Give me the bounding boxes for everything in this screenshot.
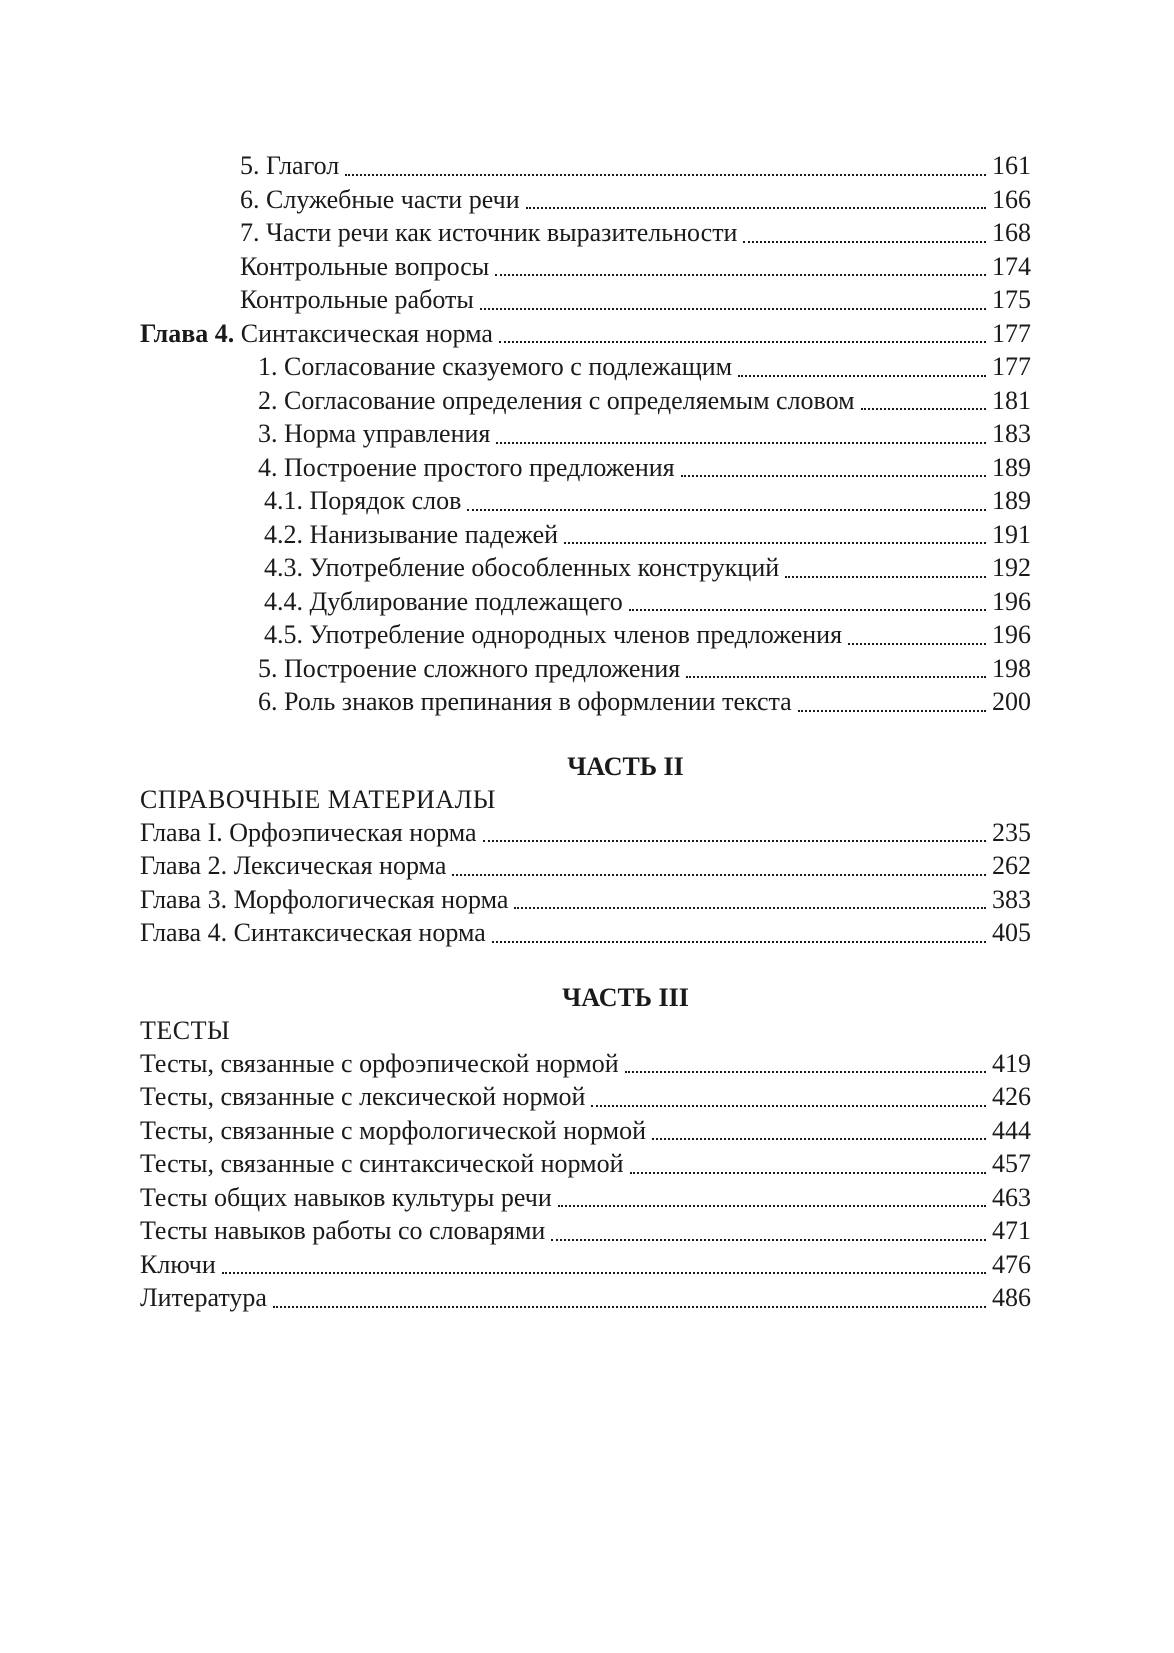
toc-entry-title: 4.4. Дублирование подлежащего: [264, 586, 623, 616]
toc-group-top: [140, 149, 1031, 317]
toc-entry-page: 168: [992, 218, 1031, 247]
toc-entry: [140, 1281, 1031, 1315]
toc-entry-page: 198: [992, 653, 1031, 683]
toc-entry-page: 262: [992, 851, 1031, 880]
toc-entry: [140, 1181, 1031, 1215]
dot-leader: [652, 1114, 986, 1148]
toc-entry-title: Ключи: [140, 1249, 216, 1279]
toc-entry-page: 383: [992, 884, 1031, 914]
toc-entry: [140, 283, 1031, 317]
toc-entry-title: Тесты, связанные с орфоэпической нормой: [140, 1048, 619, 1078]
toc-entry: [140, 816, 1031, 850]
toc-entry: [140, 1214, 1031, 1248]
toc-entry-page: 196: [992, 620, 1031, 649]
toc-entry: [140, 1047, 1031, 1081]
dot-leader: [785, 551, 986, 585]
toc-entry: [140, 685, 1031, 719]
toc-entry-title: 2. Согласование определения с определяемым словом: [258, 385, 855, 415]
dot-leader: [630, 1147, 986, 1181]
toc-entry: [140, 551, 1031, 585]
toc-entry-title: 5. Глагол: [240, 151, 340, 180]
toc-entry-title: 4.3. Употребление обособленных конструкций: [264, 553, 780, 582]
toc-entry-title: 6. Служебные части речи: [240, 184, 520, 214]
toc-entry-title: 4.5. Употребление однородных членов предложения: [264, 620, 843, 649]
toc-entry-page: 175: [992, 285, 1031, 314]
toc-entry-page: 419: [992, 1048, 1031, 1078]
dot-leader: [558, 1181, 986, 1215]
dot-leader: [345, 149, 986, 183]
toc-entry-title: Контрольные работы: [240, 285, 474, 314]
toc-entry: [140, 1248, 1031, 1282]
dot-leader: [551, 1214, 986, 1248]
dot-leader: [526, 183, 986, 217]
dot-leader: [514, 883, 986, 917]
toc-entry-page: 189: [992, 452, 1031, 482]
chapter-name: Синтаксическая норма: [240, 318, 493, 348]
toc-entry-title: Глава 3. Морфологическая норма: [140, 884, 509, 914]
toc-entry-page: 181: [992, 385, 1031, 415]
toc-entry: [140, 417, 1031, 451]
dot-leader: [743, 216, 986, 250]
toc-entry-title: Литература: [140, 1283, 267, 1312]
toc-entry: [140, 183, 1031, 217]
dot-leader: [591, 1080, 986, 1114]
toc-entry-page: 183: [992, 419, 1031, 448]
toc-entry-title: Глава I. Орфоэпическая норма: [140, 817, 477, 847]
toc-entry: [140, 618, 1031, 652]
dot-leader: [681, 451, 986, 485]
dot-leader: [798, 685, 986, 719]
dot-leader: [686, 652, 986, 686]
toc-entry-page: 476: [992, 1249, 1031, 1279]
dot-leader: [483, 816, 986, 850]
toc-entry: [140, 585, 1031, 619]
toc-entry-page: 177: [992, 352, 1031, 381]
spacer: [140, 950, 1031, 981]
toc-part-2: [140, 750, 1031, 950]
toc-entry: [140, 484, 1031, 518]
toc-entry: [140, 883, 1031, 917]
toc-entry-title: Тесты навыков работы со словарями: [140, 1216, 546, 1245]
toc-entry-title: Тесты, связанные с морфологической нормой: [140, 1115, 646, 1145]
toc-entry-title: Тесты, связанные с синтаксической нормой: [140, 1149, 624, 1178]
dot-leader: [496, 417, 986, 451]
table-of-contents: [140, 149, 1031, 1315]
chapter-label: Глава 4.: [140, 318, 235, 348]
toc-entry-title: 7. Части речи как источник выразительности: [240, 218, 738, 247]
toc-part-3: [140, 981, 1031, 1315]
section-heading: СПРАВОЧНЫЕ МАТЕРИАЛЫ: [140, 784, 496, 814]
dot-leader: [629, 585, 986, 619]
toc-entry-title: 1. Согласование сказуемого с подлежащим: [258, 352, 733, 381]
toc-entry-page: 235: [992, 817, 1031, 847]
toc-entry-page: 471: [992, 1216, 1031, 1245]
toc-entry-title: 4.2. Нанизывание падежей: [264, 519, 559, 549]
toc-entry: [140, 849, 1031, 883]
toc-entry-title: 6. Роль знаков препинания в оформлении текста: [258, 687, 792, 716]
dot-leader: [564, 518, 986, 552]
dot-leader: [273, 1281, 986, 1315]
toc-entry-page: 166: [992, 184, 1031, 214]
dot-leader: [492, 916, 986, 950]
toc-entry-page: 191: [992, 519, 1031, 549]
toc-entry: [140, 216, 1031, 250]
toc-entry-page: 161: [992, 151, 1031, 180]
dot-leader: [848, 618, 986, 652]
toc-entry-page: 463: [992, 1182, 1031, 1212]
toc-entry-page: 405: [992, 918, 1031, 947]
toc-entry-title: 3. Норма управления: [258, 419, 491, 448]
toc-group-chapter-4: [140, 350, 1031, 719]
toc-entry-title: Тесты общих навыков культуры речи: [140, 1182, 552, 1212]
dot-leader: [467, 484, 986, 518]
toc-entry-title: 5. Построение сложного предложения: [258, 653, 681, 683]
toc-entry-page: 196: [992, 586, 1031, 616]
toc-chapter-title: [140, 317, 499, 351]
toc-chapter-4: [140, 317, 1031, 351]
toc-entry: [140, 916, 1031, 950]
toc-entry-page: 192: [992, 553, 1031, 582]
toc-entry-page: 444: [992, 1115, 1031, 1145]
toc-entry-title: 4.1. Порядок слов: [264, 486, 462, 515]
dot-leader: [625, 1047, 986, 1081]
toc-entry: [140, 350, 1031, 384]
toc-entry-page: 457: [992, 1149, 1031, 1178]
toc-entry-page: 200: [992, 687, 1031, 716]
toc-entry-title: Глава 2. Лексическая норма: [140, 851, 447, 880]
toc-entry-title: 4. Построение простого предложения: [258, 452, 675, 482]
dot-leader: [499, 317, 986, 351]
dot-leader: [738, 350, 986, 384]
toc-entry: [140, 451, 1031, 485]
part-heading: ЧАСТЬ III: [562, 982, 689, 1012]
toc-entry-title: Глава 4. Синтаксическая норма: [140, 918, 486, 947]
toc-entry: [140, 1080, 1031, 1114]
toc-entry: [140, 652, 1031, 686]
toc-entry: [140, 1114, 1031, 1148]
dot-leader: [222, 1248, 986, 1282]
toc-entry-title: Тесты, связанные с лексической нормой: [140, 1082, 586, 1111]
spacer: [140, 719, 1031, 750]
toc-entry: [140, 149, 1031, 183]
toc-entry-page: 174: [992, 251, 1031, 281]
toc-entry-page: 189: [992, 486, 1031, 515]
toc-entry-page: 486: [992, 1283, 1031, 1312]
toc-entry-page: 426: [992, 1082, 1031, 1111]
dot-leader: [495, 250, 986, 284]
toc-entry: [140, 384, 1031, 418]
toc-entry-page: 177: [992, 318, 1031, 348]
toc-entry: [140, 1147, 1031, 1181]
section-heading: ТЕСТЫ: [140, 1015, 231, 1045]
dot-leader: [861, 384, 986, 418]
toc-entry: [140, 250, 1031, 284]
toc-entry-title: Контрольные вопросы: [240, 251, 490, 281]
dot-leader: [452, 849, 986, 883]
toc-entry: [140, 518, 1031, 552]
dot-leader: [480, 283, 986, 317]
part-heading: ЧАСТЬ II: [567, 751, 684, 781]
